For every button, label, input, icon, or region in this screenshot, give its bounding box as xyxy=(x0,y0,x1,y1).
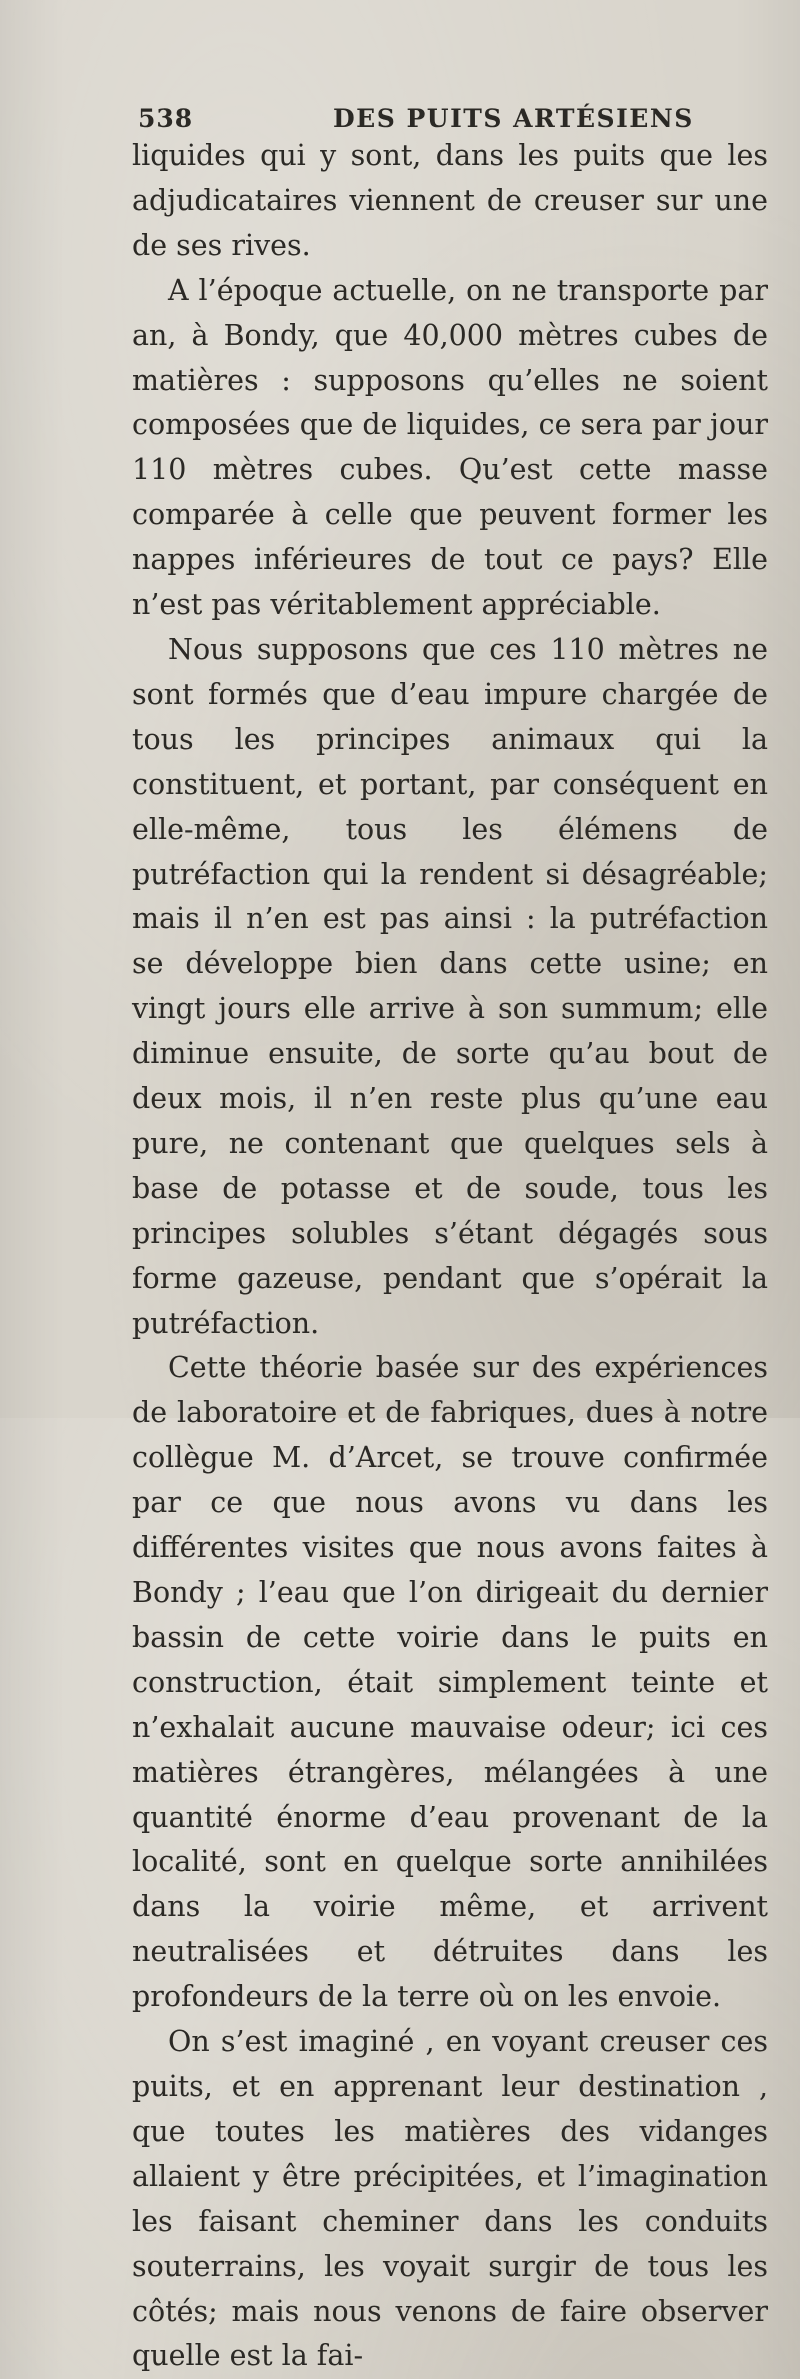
paragraph: Cette théorie basée sur des expériences de laboratoire et de fabriques, dues à notre collègue M. d’Arcet, se trouve confirmée par ce que nous avons vu dans les différentes visites que nous avons faites à Bondy ; l’eau que l’on dirigeait du dernier bassin de cette voirie dans le puits en construction, était simplement teinte et n’exhalait aucune mauvaise odeur; ici ces matières étrangères, mélangées à une quantité énorme d’eau provenant de la localité, sont en quelque sorte annihilées dans la voirie même, et arrivent neutralisées et détruites dans les profondeurs de la terre où on les envoie. xyxy=(132,1351,768,2014)
paragraph: Nous supposons que ces 110 mètres ne sont formés que d’eau impure chargée de tous les principes animaux qui la constituent, et portant, par conséquent en elle-même, tous les élémens de putréfaction qui la rendent si désagréable; mais il n’en est pas ainsi : la putréfaction se développe bien dans cette usine; en vingt jours elle arrive à son summum; elle diminue ensuite, de sorte qu’au bout de deux mois, il n’en reste plus qu’une eau pure, ne contenant que quelques sels à base de potasse et de soude, tous les principes solubles s’étant dégagés sous forme gazeuse, pendant que s’opérait la putréfaction. xyxy=(132,632,768,1340)
paragraph-continuation: liquides qui y sont, dans les puits que les adjudicataires viennent de creuser sur une de ses rives. xyxy=(132,139,768,262)
page-number: 538 xyxy=(138,104,194,133)
running-title: DES PUITS ARTÉSIENS xyxy=(333,104,694,133)
paragraph: On s’est imaginé , en voyant creuser ces puits, et en apprenant leur destination , que toutes les matières des vidanges allaient y être précipitées, et l’imagination les faisant cheminer dans les conduits souterrains, les voyait surgir de tous les côtés; mais nous venons de faire observer quelle est la fai- xyxy=(132,2025,768,2373)
body-text xyxy=(132,134,768,2379)
paragraph: A l’époque actuelle, on ne transporte par an, à Bondy, que 40,000 mètres cubes de matières : supposons qu’elles ne soient composées que de liquides, ce sera par jour 110 mètres cubes. Qu’est cette masse comparée à celle que peuvent former les nappes inférieures de tout ce pays? Elle n’est pas véritablement appréciable. xyxy=(132,273,768,622)
